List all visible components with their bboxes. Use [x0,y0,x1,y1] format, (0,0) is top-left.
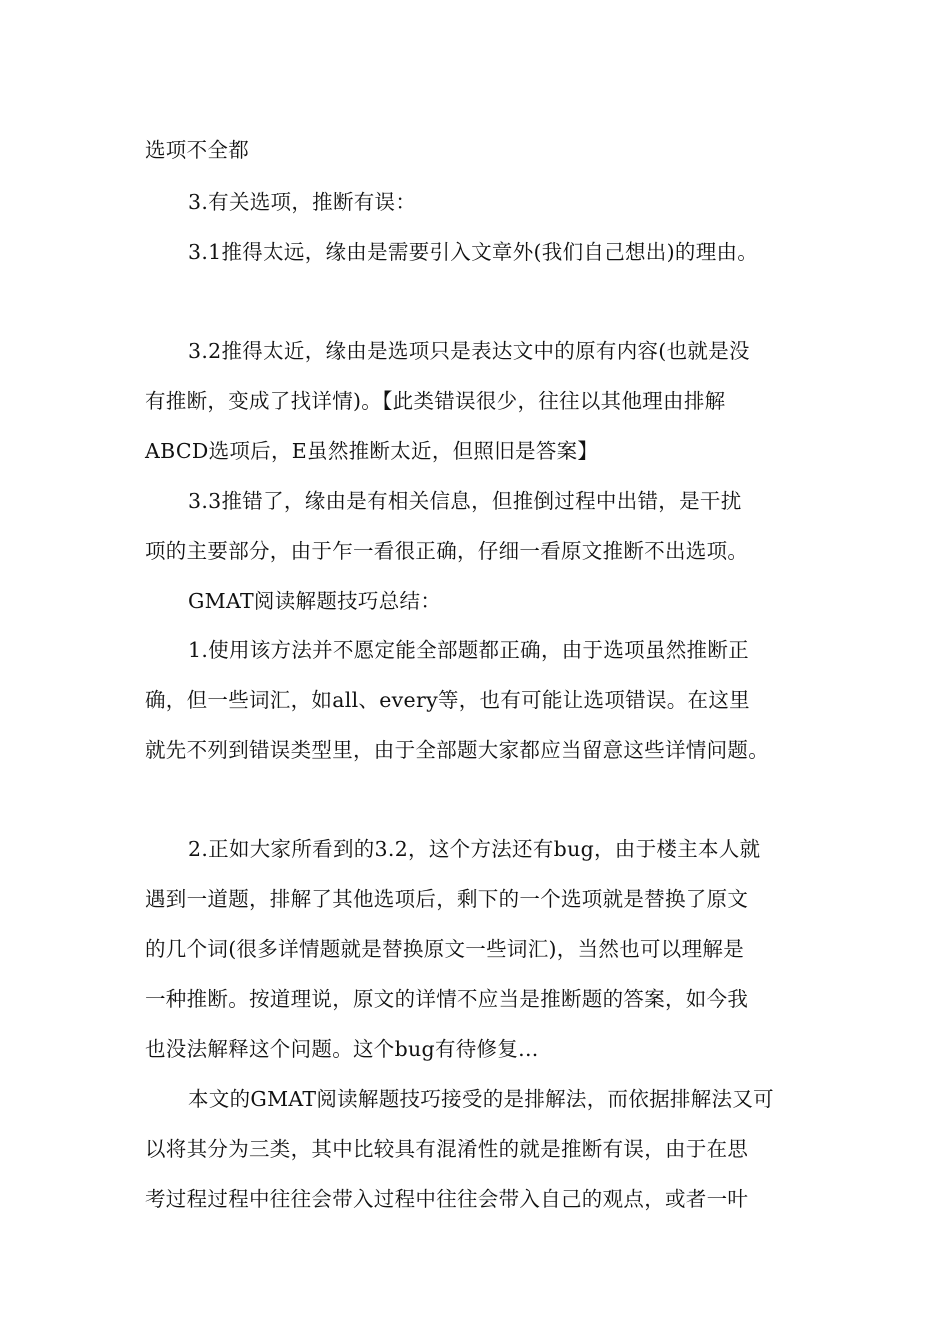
text-line-9: GMAT阅读解题技巧总结： [188,589,442,613]
text-line-19: 以将其分为三类，其中比较具有混淆性的就是推断有误，由于在思 [145,1137,749,1161]
text-line-14: 遇到一道题，排解了其他选项后，剩下的一个选项就是替换了原文 [145,887,749,911]
text-line-12: 就先不列到错误类型里，由于全部题大家都应当留意这些详情问题。 [145,738,769,762]
text-line-5: 有推断，变成了找详情)。【此类错误很少，往往以其他理由排解 [145,389,726,413]
text-line-15: 的几个词(很多详情题就是替换原文一些词汇)，当然也可以理解是 [145,937,744,961]
text-line-16: 一种推断。按道理说，原文的详情不应当是推断题的答案，如今我 [145,987,749,1011]
text-line-6: ABCD选项后，E虽然推断太近，但照旧是答案】 [145,439,599,463]
text-line-18: 本文的GMAT阅读解题技巧接受的是排解法，而依据排解法又可 [188,1087,774,1111]
text-line-3: 3.1推得太远，缘由是需要引入文章外(我们自己想出)的理由。 [188,240,759,264]
text-line-1: 选项不全都 [145,138,249,162]
text-line-11: 确，但一些词汇，如all、every等，也有可能让选项错误。在这里 [145,688,750,712]
text-line-20: 考过程过程中往往会带入过程中往往会带入自己的观点，或者一叶 [145,1187,749,1211]
text-line-10: 1.使用该方法并不愿定能全部题都正确，由于选项虽然推断正 [188,638,749,662]
text-line-7: 3.3推错了，缘由是有相关信息，但推倒过程中出错，是干扰 [188,489,742,513]
text-line-8: 项的主要部分，由于乍一看很正确，仔细一看原文推断不出选项。 [145,539,749,563]
text-line-13: 2.正如大家所看到的3.2，这个方法还有bug，由于楼主本人就 [188,837,761,861]
text-line-4: 3.2推得太近，缘由是选项只是表达文中的原有内容(也就是没 [188,339,750,363]
text-line-17: 也没法解释这个问题。这个bug有待修复... [145,1037,539,1061]
text-line-2: 3.有关选项，推断有误： [188,190,417,214]
